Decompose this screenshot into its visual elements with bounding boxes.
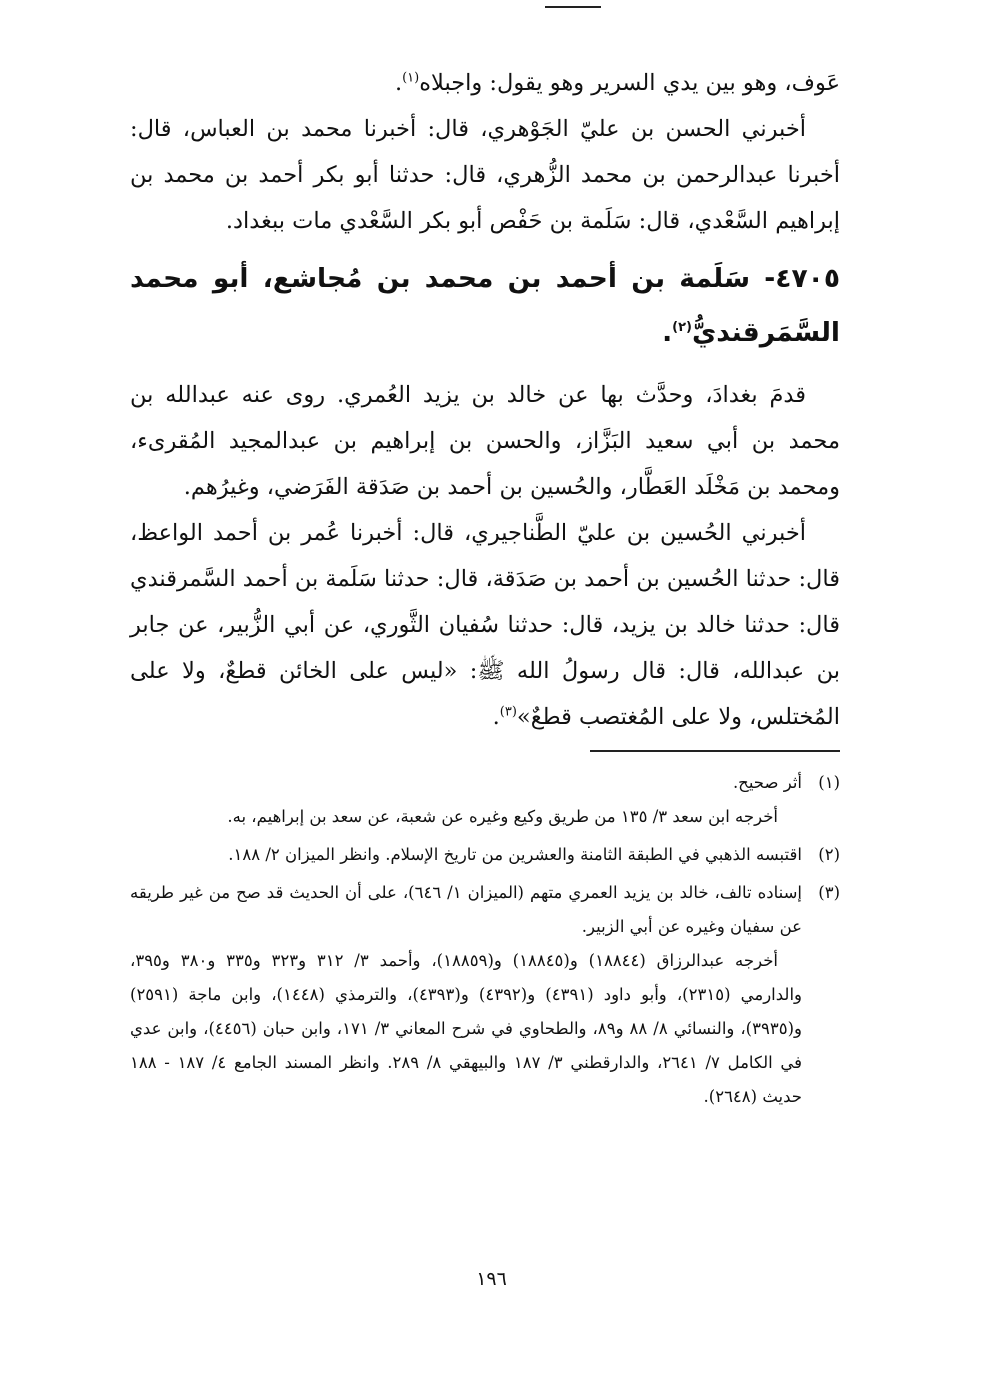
- entry-heading-text: ٤٧٠٥- سَلَمة بن أحمد بن محمد بن مُجاشع، أبو محمد السَّمَرقنديُّ: [130, 263, 840, 348]
- footnote-1: [130, 766, 840, 834]
- footnote-1-text: أثر صحيح.: [732, 773, 802, 792]
- paragraph-4-text: أخبرني الحُسين بن عليّ الطَّناجيري، قال: أخبرنا عُمر بن أحمد الواعظ، قال: حدثنا الحُسين بن أحمد بن صَدَقة، قال: حدثنا سَلَمة بن أحمد السَّمرقندي قال: حدثنا خالد بن يزيد، قال: حدثنا سُفيان الثَّوري، عن أبي الزُّبير، عن جابر بن عبدالله، قال: قال رسولُ الله ﷺ: «ليس على الخائن قطعٌ، ولا على المُختلس، ولا على المُغتصب قطعٌ»: [130, 520, 840, 730]
- footnote-ref-1: (١): [402, 70, 420, 86]
- footnote-ref-2: (٢): [672, 320, 692, 336]
- entry-heading: [130, 252, 840, 360]
- footnote-3: [130, 876, 840, 1114]
- footnote-1-sub: أخرجه ابن سعد ٣/ ١٣٥ من طريق وكيع وغيره عن شعبة، عن سعد بن إبراهيم، به.: [227, 807, 778, 826]
- paragraph-1-text: عَوف، وهو بين يدي السرير وهو يقول: واجبلاه: [419, 70, 840, 96]
- footnote-2-body: [130, 838, 802, 872]
- footnote-3-number: (٣): [818, 883, 840, 902]
- top-rule: [545, 6, 601, 8]
- footnote-1-number: (١): [818, 773, 840, 792]
- footnote-1-body: [130, 766, 802, 834]
- paragraph-1: [130, 60, 840, 106]
- footnote-2-number: (٢): [818, 845, 840, 864]
- entry-heading-end: .: [662, 317, 673, 348]
- footnote-3-text: إسناده تالف، خالد بن يزيد العمري متهم (الميزان ١/ ٦٤٦)، على أن الحديث قد صح من غير طريقه عن سفيان وغيره عن أبي الزبير.: [130, 883, 803, 936]
- footnote-3-body: [130, 876, 802, 1114]
- paragraph-4: [130, 510, 840, 740]
- page-number: ١٩٦: [476, 1268, 507, 1290]
- paragraph-4-end: .: [492, 704, 500, 730]
- page-content: [130, 60, 840, 1118]
- footnote-ref-3: (٣): [499, 704, 517, 720]
- paragraph-2: أخبرني الحسن بن عليّ الجَوْهري، قال: أخبرنا محمد بن العباس، قال: أخبرنا عبدالرحمن بن محمد الزُّهري، قال: حدثنا أبو بكر أحمد بن محمد بن إبراهيم السَّعْدي، قال: سَلَمة بن حَفْص أبو بكر السَّعْدي مات ببغداد.: [130, 116, 840, 234]
- paragraph-3: قدمَ بغدادَ، وحدَّث بها عن خالد بن يزيد العُمري. روى عنه عبدالله بن محمد بن أبي سعيد البَزَّاز، والحسن بن إبراهيم بن عبدالمجيد المُقرىء، ومحمد بن مَخْلَد العَطَّار، والحُسين بن أحمد بن صَدَقة الفَرَضي، وغيرُهم.: [130, 382, 840, 500]
- footnote-separator: [590, 750, 840, 752]
- footnote-2: [130, 838, 840, 872]
- paragraph-1-end: .: [394, 70, 403, 96]
- footnote-3-sub: أخرجه عبدالرزاق (١٨٨٤٤) و(١٨٨٤٥) و(١٨٨٥٩)، وأحمد ٣/ ٣١٢ و٣٢٣ و٣٣٥ و٣٨٠ و٣٩٥، والدارمي (٢٣١٥)، وأبو داود (٤٣٩١) و(٤٣٩٢) و(٤٣٩٣)، والترمذي (١٤٤٨)، وابن ماجة (٢٥٩١) و(٣٩٣٥)، والنسائي ٨/ ٨٨ و٨٩، والطحاوي في شرح المعاني ٣/ ١٧١، وابن حبان (٤٤٥٦)، وابن عدي في الكامل ٧/ ٢٦٤١، والدارقطني ٣/ ١٨٧ والبيهقي ٨/ ٢٨٩. وانظر المسند الجامع ٤/ ١٨٧ - ١٨٨ حديث (٢٦٤٨).: [130, 951, 803, 1106]
- footnote-2-text: اقتبسه الذهبي في الطبقة الثامنة والعشرين من تاريخ الإسلام. وانظر الميزان ٢/ ١٨٨.: [228, 845, 802, 864]
